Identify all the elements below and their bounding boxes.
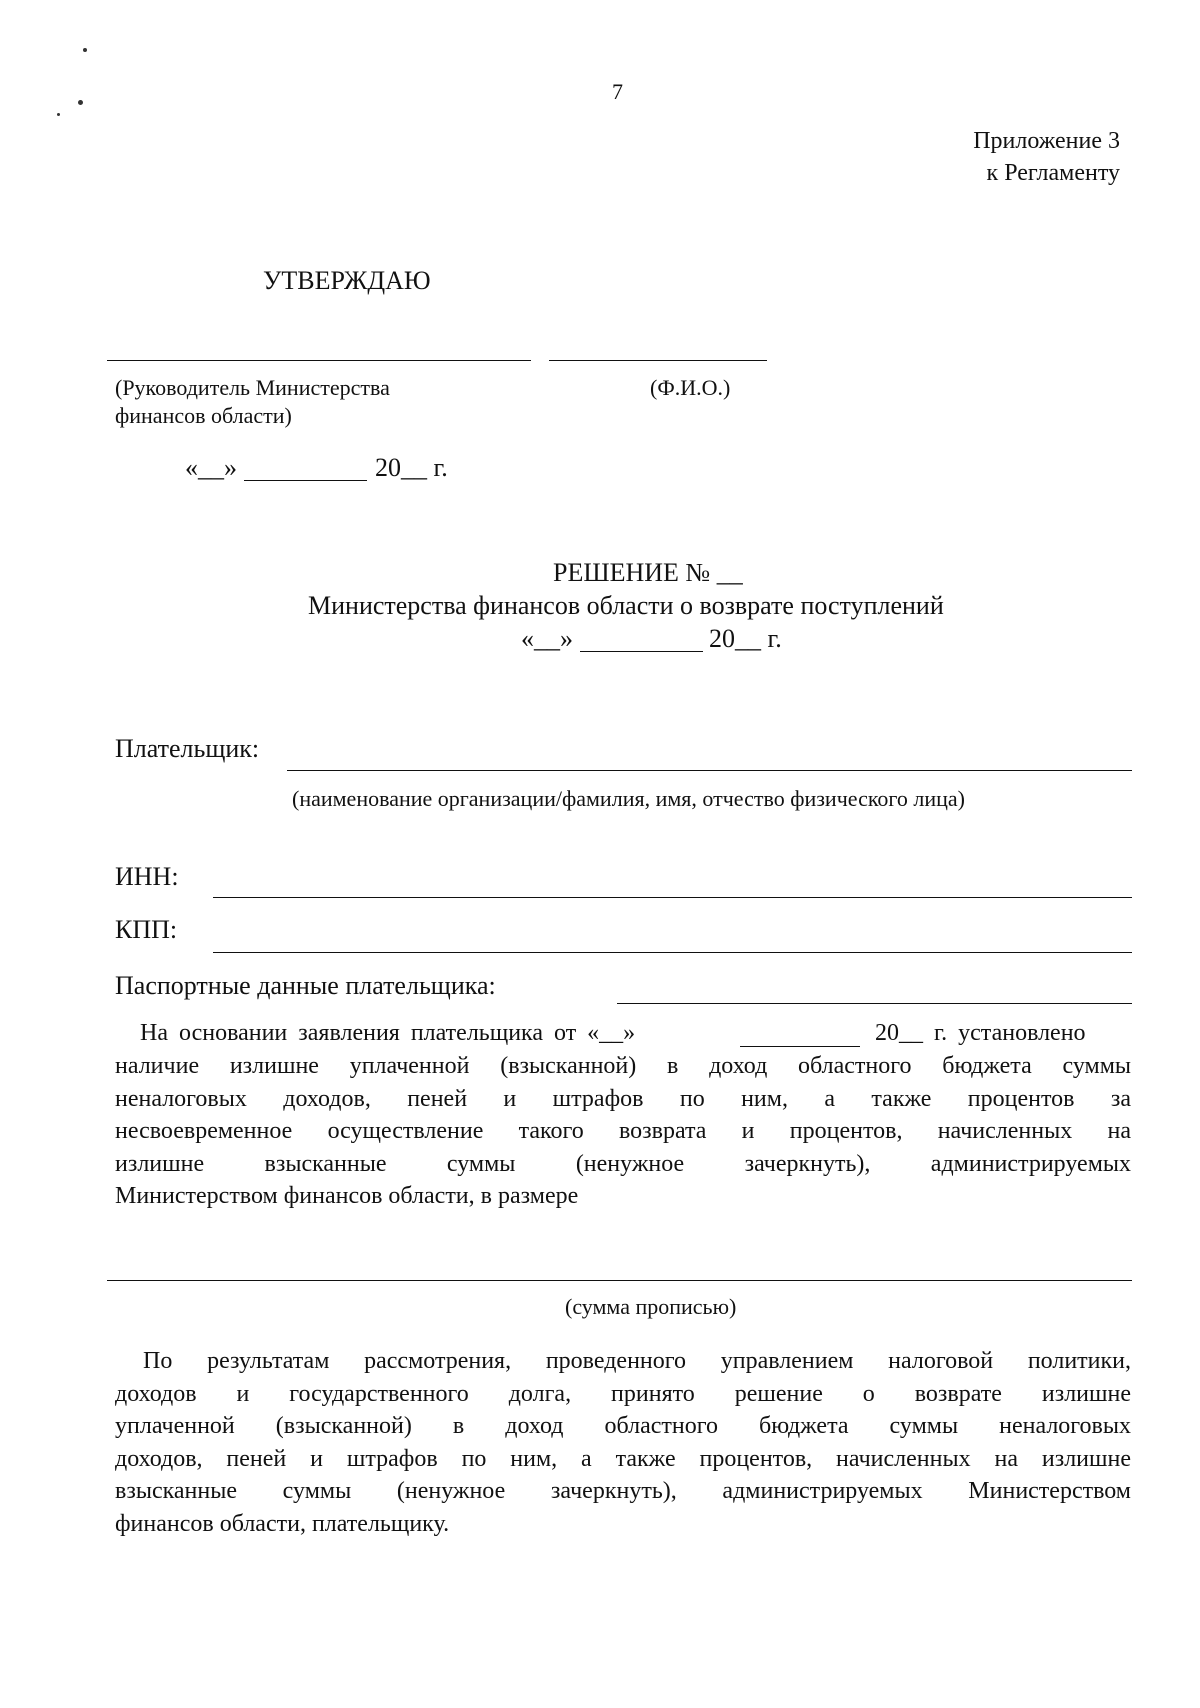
payer-line [287, 770, 1132, 771]
paragraph-2-line: уплаченной (взысканной) в доход областного бюджета суммы неналоговых [115, 1413, 1131, 1439]
paragraph-2-line: По результатам рассмотрения, проведенного управлением налоговой политики, [143, 1348, 1131, 1374]
scan-speck [83, 48, 87, 52]
passport-line [617, 1003, 1132, 1004]
appendix-line-2: к Регламенту [986, 160, 1120, 186]
sum-caption: (сумма прописью) [565, 1294, 737, 1319]
paragraph-1-line: наличие излишне уплаченной (взысканной) в доход областного бюджета суммы [115, 1053, 1131, 1079]
application-date-month-line [740, 1046, 860, 1047]
paragraph-2-body [115, 1345, 1131, 1540]
paragraph-1-body [115, 1050, 1131, 1213]
inn-label: ИНН: [115, 862, 179, 891]
decision-date-quote: «__» [521, 624, 573, 653]
sum-in-words-line [107, 1280, 1132, 1281]
paragraph-1-line: неналоговых доходов, пеней и штрафов по ним, а также процентов за [115, 1085, 1131, 1112]
scan-speck [78, 100, 83, 105]
decision-date-month-line [580, 651, 703, 652]
scan-speck [57, 113, 60, 116]
approver-caption-line-1: (Руководитель Министерства [115, 375, 390, 400]
paragraph-2-line: доходов, пеней и штрафов по ним, а также процентов, начисленных на излишне [115, 1445, 1131, 1472]
page-number: 7 [612, 79, 623, 104]
approval-title: УТВЕРЖДАЮ [263, 266, 431, 295]
payer-label: Плательщик: [115, 734, 260, 763]
paragraph-1-line: несвоевременное осуществление такого возврата и процентов, начисленных на [115, 1118, 1131, 1144]
fio-caption: (Ф.И.О.) [650, 375, 731, 400]
paragraph-2-line: взысканные суммы (ненужное зачеркнуть), администрируемых Министерством [115, 1478, 1131, 1504]
paragraph-2-line: доходов и государственного долга, принято решение о возврате излишне [115, 1380, 1131, 1407]
kpp-line [213, 952, 1132, 953]
inn-line [213, 897, 1132, 898]
paragraph-1-line-1-end: 20__ г. установлено [875, 1020, 1086, 1046]
paragraph-1-line: Министерством финансов области, в размере [115, 1183, 579, 1209]
decision-subtitle: Министерства финансов области о возврате поступлений [308, 591, 944, 620]
appendix-line-1: Приложение 3 [973, 128, 1120, 154]
decision-date-year: 20__ г. [709, 624, 782, 653]
paragraph-1-line: излишне взысканные суммы (ненужное зачеркнуть), администрируемых [115, 1150, 1131, 1177]
approver-caption-line-2: финансов области) [115, 403, 292, 428]
paragraph-1-line-1-start: На основании заявления плательщика от «__» [140, 1020, 636, 1046]
paragraph-2-line: финансов области, плательщику. [115, 1510, 450, 1537]
fio-line [549, 360, 767, 361]
signature-line [107, 360, 531, 361]
approval-date-month-line [244, 480, 367, 481]
approval-date-year: 20__ г. [375, 453, 448, 482]
payer-caption: (наименование организации/фамилия, имя, отчество физического лица) [292, 786, 966, 811]
passport-label: Паспортные данные плательщика: [115, 971, 496, 1000]
kpp-label: КПП: [115, 915, 178, 944]
approval-date-quote: «__» [185, 453, 237, 482]
decision-title: РЕШЕНИЕ № __ [553, 558, 743, 587]
